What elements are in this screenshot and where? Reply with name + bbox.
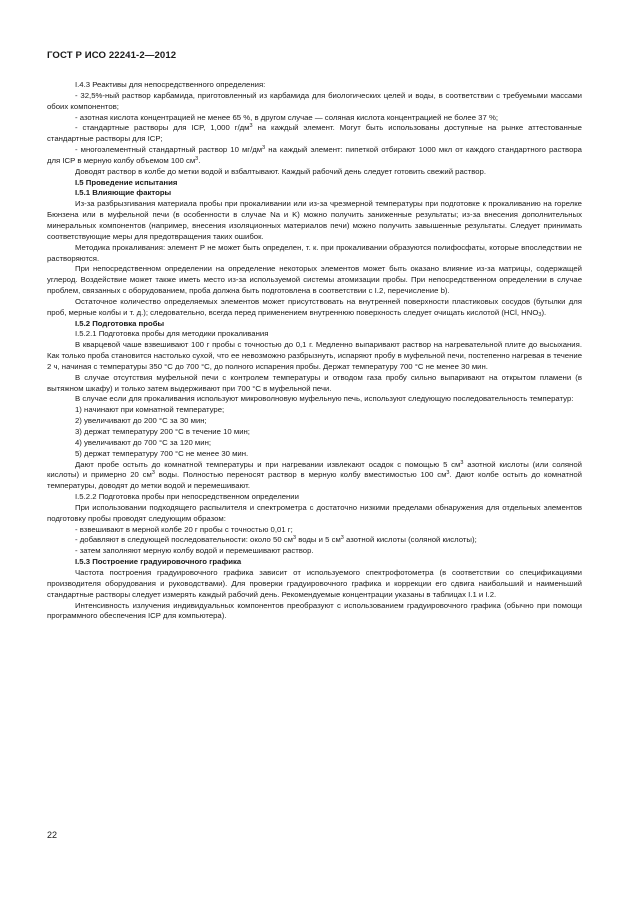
subsubsection-heading: I.5.2.2 Подготовка пробы при непосредственном определении — [75, 492, 299, 502]
text: - многоэлементный стандартный раствор 10 мг/дм — [75, 145, 263, 155]
paragraph: Доводят раствор в колбе до метки водой и взбалтывают. Каждый рабочий день следует готовить свежий раствор. — [75, 166, 487, 176]
section-heading: I.5 Проведение испытания — [75, 177, 178, 187]
superscript: 3 — [151, 470, 155, 477]
text: на каждый элемент. Могут быть использованы доступные на рынке аттестованные стандартные растворы для ICP; — [47, 123, 582, 144]
superscript: 3 — [195, 155, 199, 162]
paragraph: В случае отсутствия муфельной печи с контролем температуры и отводом газа пробу сильно выпаривают на открытом пламени (в вытяжном шкафу) и только затем выдерживают при 700 °C в муфельной печи. — [47, 372, 582, 393]
paragraph: - 32,5%-ный раствор карбамида, приготовленный из карбамида для биологических целей и воды, в соответствии с требуемыми массами обоих компонентов; — [47, 90, 582, 111]
text: воды. Полностью переносят раствор в мерную колбу вместимостью 100 см — [154, 470, 447, 480]
paragraph: В случае если для прокаливания используют микроволновую муфельную печь, используют следующую последовательность температур: — [75, 394, 574, 404]
text: азотной кислоты (или соляной кислоты) и примерно 20 см — [47, 459, 582, 480]
text: Остаточное количество определяемых элементов может присутствовать на внутренней поверхности пластиковых сосудов (бутылки для проб, мерные колбы и т. д.); следовательно, всегда перед применением внутреннюю поверхность следует очищать кислотой (HCl, HNO — [47, 296, 582, 317]
section-heading: I.4.3 Реактивы для непосредственного определения: — [75, 80, 266, 89]
text: Дают пробе остыть до комнатной температуры и при нагревании извлекают осадок с помощью 5 см — [75, 459, 461, 469]
subsection-heading: I.5.2 Подготовка пробы — [75, 318, 165, 328]
paragraph — [47, 145, 582, 167]
paragraph — [47, 535, 582, 546]
paragraph: При использовании подходящего распылителя и спектрометра с достаточно низкими пределами обнаружения для отдельных элементов подготовку пробы проводят следующим образом: — [47, 502, 582, 523]
paragraph: Частота построения градуировочного графика зависит от используемого спектрофотометра (в соответствии со спецификациями производителя оборудования и руководствами). Для проверки градуировочного графика и коррекции его сдвига наибольший и наименьший стандартные растворы следует измерять каждый рабочий день. Рекомендуемые концентрации указаны в таблицах I.1 и I.2. — [47, 567, 582, 599]
list-item: 3) держат температуру 200 °C в течение 10 мин; — [75, 427, 250, 436]
list-item: 1) начинают при комнатной температуре; — [75, 405, 225, 415]
document-header: ГОСТ Р ИСО 22241-2—2012 — [47, 50, 177, 61]
document-body — [47, 80, 582, 622]
subsection-heading: I.5.1 Влияющие факторы — [75, 188, 172, 198]
subscript: 3 — [538, 311, 542, 318]
paragraph: В кварцевой чаше взвешивают 100 г пробы с точностью до 0,1 г. Медленно выпаривают раствор на нагревательной плите до высыхания. Как только проба становится настолько сухой, что ее невозможно разбрызнуть, испаряют пробу в муфельной печи, постепенно нагревая в течение 2 ч, начиная с температуры 350 °C до 700 °C, до полного испарения пробы. Держат температуру 700 °C не менее 30 мин. — [47, 340, 582, 371]
paragraph — [47, 123, 582, 145]
paragraph: При непосредственном определении на определение некоторых элементов может быть оказано влияние из-за матрицы, содержащей углерод. Воздействие может также иметь место из-за используемой системы атомизации пробы. При непосредственном определении в случае проблем, связанных с оборудованием, проба должна быть подготовлена в соответствии с I.2, перечисление b). — [47, 264, 582, 296]
text: - добавляют в следующей последовательности: около 50 см — [75, 535, 293, 545]
text: азотной кислоты (соляной кислоты); — [343, 535, 477, 545]
text: . — [198, 155, 201, 165]
text: . Дают колбе остыть до комнатной температуры, доводят до метки водой и перемешивают. — [47, 470, 583, 491]
paragraph: Из-за разбрызгивания материала пробы при прокаливании или из-за чрезмерной температуры при подготовке к прокаливанию на горелке Бюнзена или в муфельной печи (в особенности в случае Na и K) можно получить заниженные результаты; из-за внесения дополнительных минеральных компонентов (например, внесения изоляционных материалов печи) можно получить завышенные результаты. Следует принимать соответствующие меры для предотвращения таких ошибок. — [47, 199, 582, 241]
subsubsection-heading: I.5.2.1 Подготовка пробы для методики прокаливания — [75, 329, 269, 339]
list-item: 4) увеличивают до 700 °C за 120 мин; — [75, 437, 212, 447]
superscript: 3 — [293, 535, 297, 542]
paragraph: Методика прокаливания: элемент P не может быть определен, т. к. при прокаливании образуются полифосфаты, которые впоследствии не растворяются. — [47, 242, 582, 263]
paragraph — [47, 460, 582, 493]
superscript: 3 — [249, 123, 253, 130]
list-item: 5) держат температуру 700 °C не менее 30 мин. — [75, 448, 249, 458]
text: на каждый элемент: пипеткой отбирают 1000 мкл от каждого стандартного раствора для ICP в мерную колбу объемом 100 см — [47, 145, 582, 165]
text: - стандартные растворы для ICP, 1,000 г/дм — [75, 123, 250, 133]
superscript: 3 — [446, 470, 450, 477]
page-number: 22 — [47, 830, 58, 840]
text: воды и 5 см — [296, 535, 341, 545]
superscript: 3 — [340, 535, 344, 542]
paragraph: Интенсивность излучения индивидуальных компонентов преобразуют с использованием градуировочного графика (обычно при помощи программного обеспечения ICP для компьютера). — [47, 600, 582, 621]
paragraph: - азотная кислота концентрацией не менее 65 %, в другом случае — соляная кислота концентрацией не более 37 %; — [75, 112, 498, 122]
paragraph — [47, 297, 582, 319]
list-item: 2) увеличивают до 200 °C за 30 мин; — [75, 416, 207, 426]
superscript: 3 — [262, 145, 266, 152]
subsection-heading: I.5.3 Построение градуировочного графика — [75, 557, 242, 567]
superscript: 3 — [460, 459, 464, 466]
paragraph: - затем заполняют мерную колбу водой и перемешивают раствор. — [75, 546, 314, 556]
paragraph: - взвешивают в мерной колбе 20 г пробы с точностью 0,01 г; — [75, 524, 293, 534]
text: ). — [541, 307, 547, 317]
